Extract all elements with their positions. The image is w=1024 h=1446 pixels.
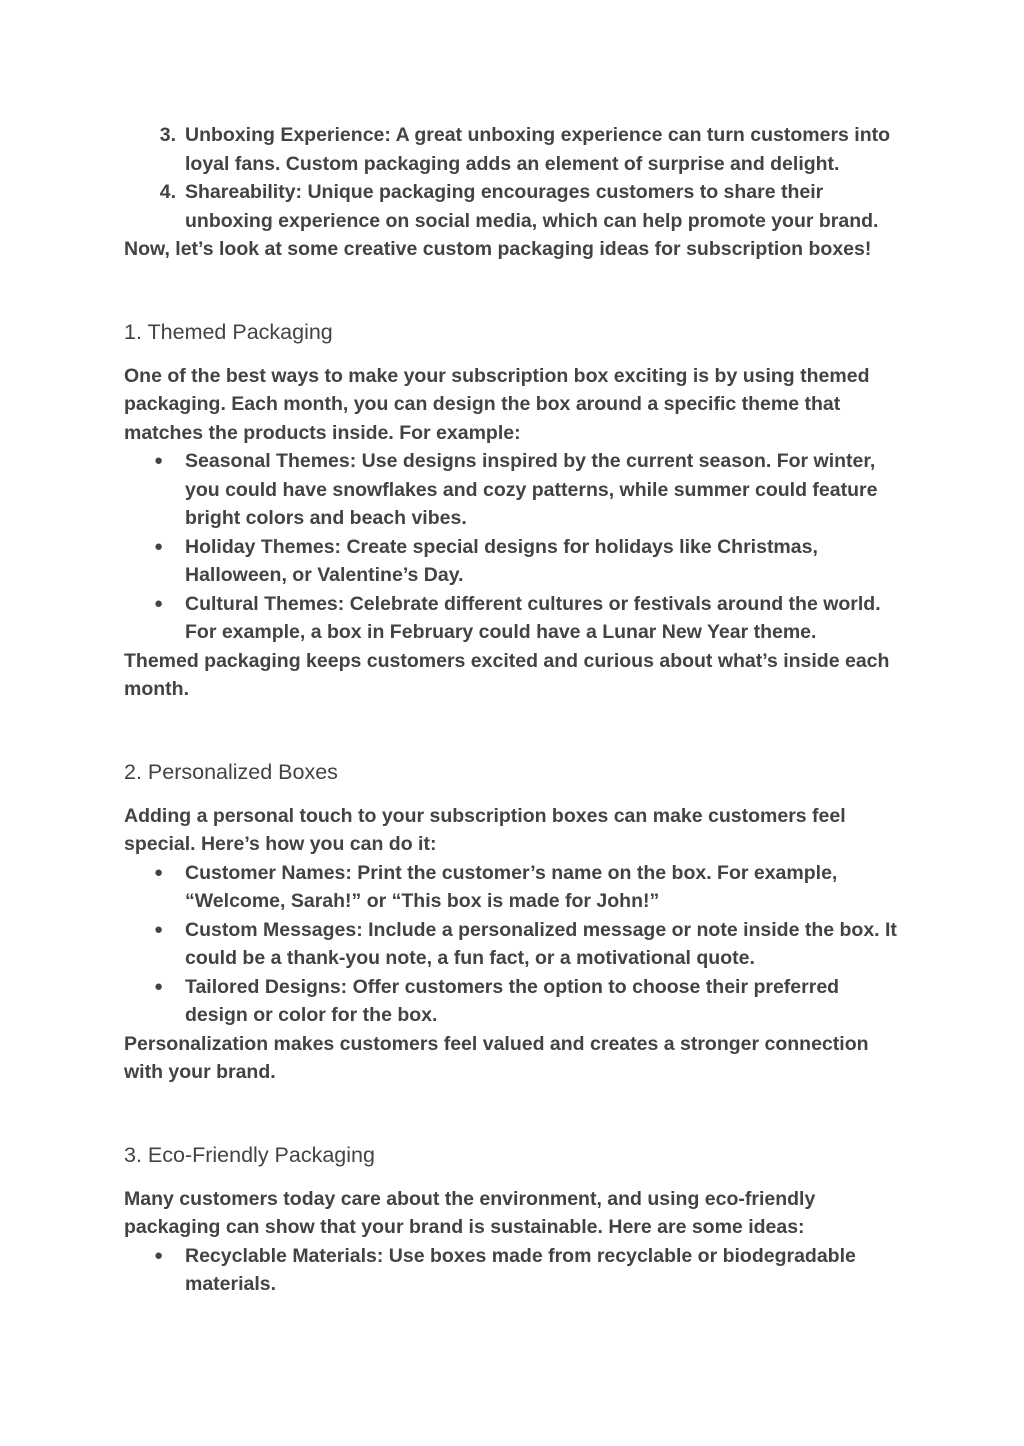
section-heading: 1. Themed Packaging [124, 319, 333, 344]
document-page [124, 121, 904, 1299]
paragraph: Many customers today care about the environment, and using eco-friendly packaging can show that your brand is sustainable. Here are some ideas: [124, 1187, 816, 1238]
bullet-list [124, 1242, 904, 1299]
list-item [124, 447, 904, 533]
list-item-text: Cultural Themes: Celebrate different cultures or festivals around the world. For example, a box in February could have a Lunar New Year theme. [185, 592, 881, 643]
bullet-icon: ● [154, 594, 164, 612]
list-item [124, 533, 904, 590]
list-item [124, 916, 904, 973]
list-item-text: Shareability: Unique packaging encourages customers to share their unboxing experience on social media, which can help promote your brand. [185, 181, 879, 232]
section-heading: 3. Eco-Friendly Packaging [124, 1142, 375, 1167]
list-item-text: Custom Messages: Include a personalized message or note inside the box. It could be a thank-you note, a fun fact, or a motivational quote. [185, 918, 897, 969]
bullet-icon: ● [154, 920, 164, 938]
list-item [124, 973, 904, 1030]
bullet-icon: ● [154, 863, 164, 881]
list-item [124, 121, 904, 178]
bullet-list [124, 447, 904, 647]
list-item [124, 859, 904, 916]
paragraph: One of the best ways to make your subscription box exciting is by using themed packaging. Each month, you can design the box around a specific theme that matches the products inside. For example: [124, 364, 870, 444]
list-item [124, 1242, 904, 1299]
list-item-text: Recyclable Materials: Use boxes made from recyclable or biodegradable materials. [185, 1244, 856, 1295]
bullet-icon: ● [154, 977, 164, 995]
paragraph: Personalization makes customers feel valued and creates a stronger connection with your brand. [124, 1032, 869, 1083]
list-item-text: Customer Names: Print the customer’s name on the box. For example, “Welcome, Sarah!” or “This box is made for John!” [185, 861, 838, 912]
bullet-icon: ● [154, 452, 164, 469]
numbered-list [124, 121, 904, 235]
list-item-text: Holiday Themes: Create special designs for holidays like Christmas, Halloween, or Valentine’s Day. [185, 535, 818, 586]
list-number: 4. [159, 181, 176, 203]
list-item [124, 178, 904, 235]
paragraph: Themed packaging keeps customers excited and curious about what’s inside each month. [124, 649, 890, 700]
list-number: 3. [159, 124, 176, 146]
section-heading: 2. Personalized Boxes [124, 759, 338, 784]
list-item-text: Unboxing Experience: A great unboxing experience can turn customers into loyal fans. Custom packaging adds an element of surprise and delight. [185, 124, 891, 175]
paragraph: Adding a personal touch to your subscription boxes can make customers feel special. Here’s how you can do it: [124, 804, 846, 855]
bullet-icon: ● [154, 1246, 164, 1264]
list-item [124, 590, 904, 647]
list-item-text: Seasonal Themes: Use designs inspired by the current season. For winter, you could have snowflakes and cozy patterns, while summer could feature bright colors and beach vibes. [185, 450, 878, 529]
bullet-icon: ● [154, 537, 164, 555]
paragraph: Now, let’s look at some creative custom packaging ideas for subscription boxes! [124, 238, 872, 260]
list-item-text: Tailored Designs: Offer customers the option to choose their preferred design or color for the box. [185, 975, 840, 1026]
bullet-list [124, 859, 904, 1030]
